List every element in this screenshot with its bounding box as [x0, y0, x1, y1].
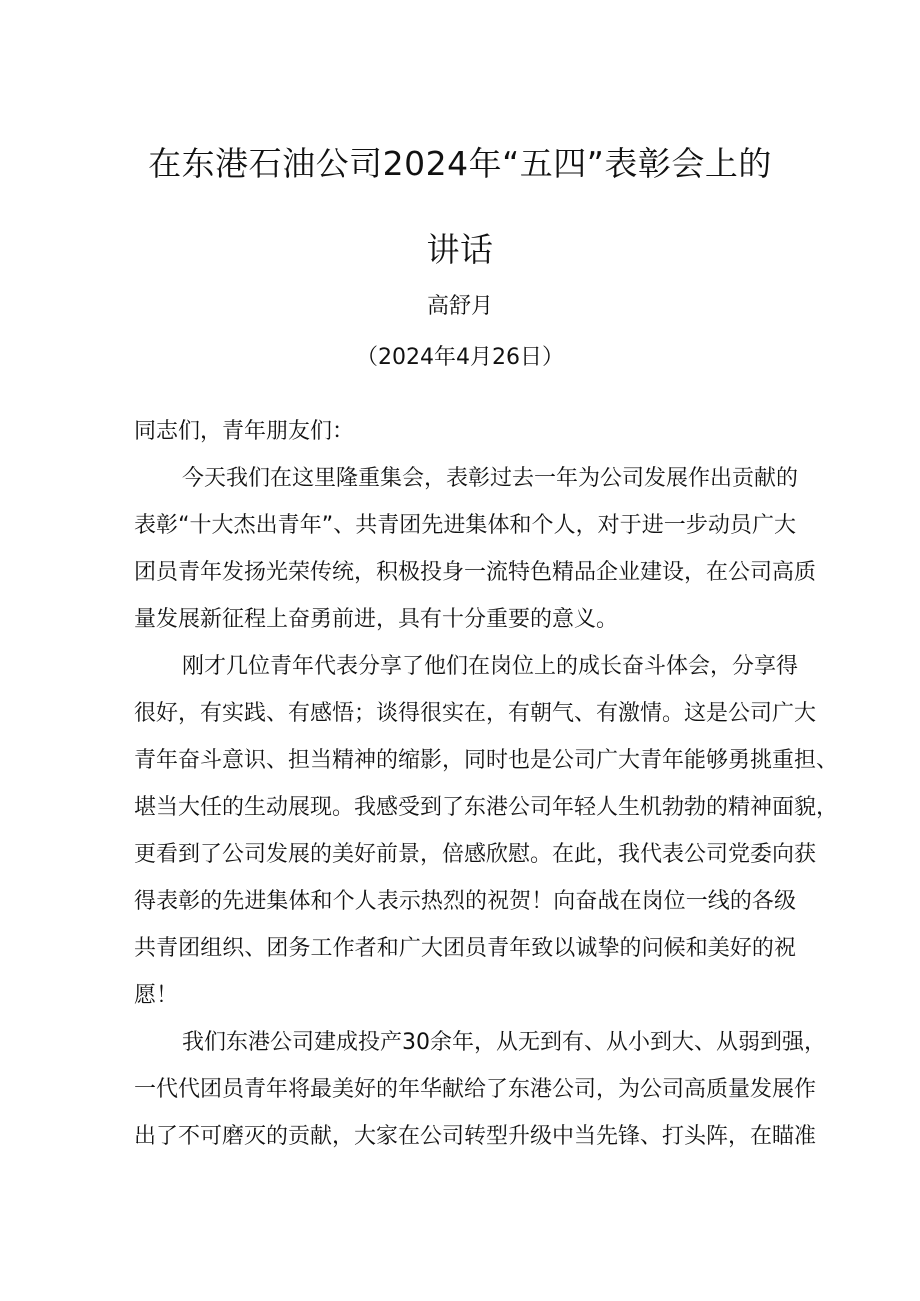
paragraph-line: 得表彰的先进集体和个人表示热烈的祝贺！向奋战在岗位一线的各级 [134, 889, 796, 914]
speech-body [134, 408, 839, 1160]
paragraph-line: 今天我们在这里隆重集会，表彰过去一年为公司发展作出贡献的 [182, 466, 799, 491]
paragraph-2 [134, 643, 839, 1019]
title-line-1: 在东港石油公司2024年“五四”表彰会上的 [148, 144, 772, 183]
paragraph-line: 量发展新征程上奋勇前进，具有十分重要的意义。 [134, 607, 619, 632]
paragraph-line: 表彰“十大杰出青年”、共青团先进集体和个人，对于进一步动员广大 [134, 513, 796, 538]
paragraph-line: 愿！ [134, 983, 179, 1008]
paragraph-3 [134, 1019, 826, 1160]
speech-date: （2024年4月26日） [356, 345, 564, 370]
paragraph-line: 我们东港公司建成投产30余年，从无到有、从小到大、从弱到强， [182, 1030, 826, 1055]
paragraph-line: 出了不可磨灭的贡献，大家在公司转型升级中当先锋、打头阵，在瞄准 [134, 1124, 817, 1149]
paragraph-line: 一代代团员青年将最美好的年华献给了东港公司，为公司高质量发展作 [134, 1077, 817, 1102]
paragraph-line: 很好，有实践、有感悟；谈得很实在，有朝气、有激情。这是公司广大 [134, 701, 817, 726]
salutation: 同志们，青年朋友们： [134, 419, 355, 444]
paragraph-line: 刚才几位青年代表分享了他们在岗位上的成长奋斗体会，分享得 [182, 654, 799, 679]
paragraph-line: 更看到了公司发展的美好前景，倍感欣慰。在此，我代表公司党委向获 [134, 842, 817, 867]
paragraph-line: 团员青年发扬光荣传统，积极投身一流特色精品企业建设，在公司高质 [134, 560, 817, 585]
paragraph-line: 堪当大任的生动展现。我感受到了东港公司年轻人生机勃勃的精神面貌， [134, 795, 839, 820]
author-name: 高舒月 [426, 294, 493, 319]
paragraph-line: 共青团组织、团务工作者和广大团员青年致以诚挚的问候和美好的祝 [134, 936, 796, 961]
paragraph-1 [134, 455, 817, 643]
paragraph-line: 青年奋斗意识、担当精神的缩影，同时也是公司广大青年能够勇挑重担、 [134, 748, 839, 773]
title-line-2: 讲话 [426, 230, 494, 269]
